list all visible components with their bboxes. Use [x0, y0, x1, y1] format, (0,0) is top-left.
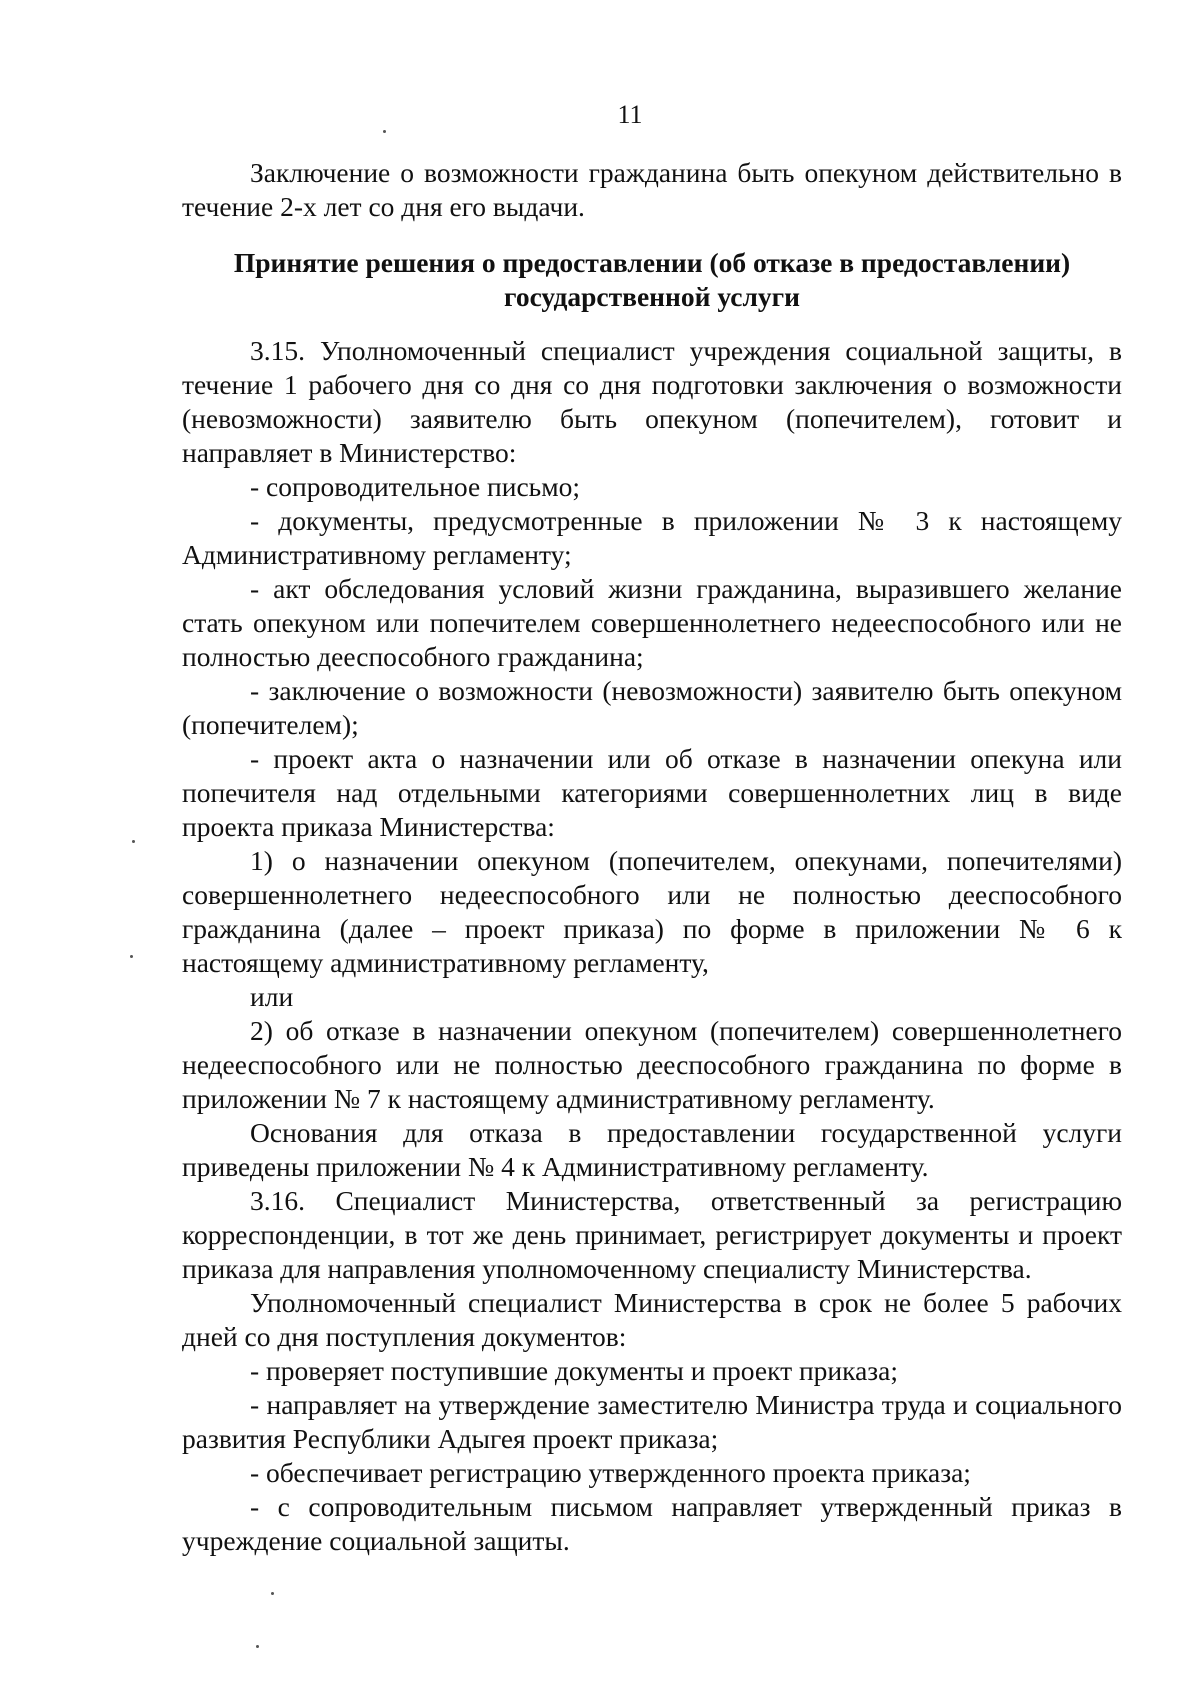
intro-paragraph: Заключение о возможности гражданина быть опекуном действительно в течение 2-х лет со дня его выдачи. — [182, 157, 1122, 222]
list-item-draft-act: - проект акта о назначении или об отказе в назначении опекуна или попечителя над отдельными категориями совершеннолетних лиц в виде проекта приказа Министерства: — [182, 743, 1122, 842]
refusal-grounds-paragraph: Основания для отказа в предоставлении государственной услуги приведены приложении № 4 к Административному регламенту. — [182, 1117, 1122, 1182]
ministry-specialist-paragraph: Уполномоченный специалист Министерства в срок не более 5 рабочих дней со дня поступления документов: — [182, 1287, 1122, 1352]
scan-speck — [383, 130, 386, 133]
section-heading — [182, 246, 1122, 314]
list-item-registration: - обеспечивает регистрацию утвержденного проекта приказа; — [250, 1457, 971, 1488]
list-item-conclusion: - заключение о возможности (невозможности) заявителю быть опекуном (попечителем); — [182, 675, 1122, 740]
section-heading-line-2: государственной услуги — [504, 281, 800, 312]
list-item-cover-letter: - сопроводительное письмо; — [250, 471, 581, 502]
list-item-inspection-act: - акт обследования условий жизни гражданина, выразившего желание стать опекуном или попечителем совершеннолетнего недееспособного или не полностью дееспособного гражданина; — [182, 573, 1122, 672]
option-2-refusal: 2) об отказе в назначении опекуном (попечителем) совершеннолетнего недееспособного или не полностью дееспособного гражданина по форме в приложении № 7 к настоящему административному регламенту. — [182, 1015, 1122, 1114]
paragraph-3-16: 3.16. Специалист Министерства, ответственный за регистрацию корреспонденции, в тот же день принимает, регистрирует документы и проект приказа для направления уполномоченному специалисту Министерства. — [182, 1185, 1122, 1284]
page-number: 11 — [617, 100, 643, 129]
scan-speck — [271, 1592, 274, 1595]
list-item-sends-for-approval: - направляет на утверждение заместителю Министра труда и социального развития Республики Адыгея проект приказа; — [182, 1389, 1122, 1454]
option-1-appointment: 1) о назначении опекуном (попечителем, опекунами, попечителями) совершеннолетнего недееспособного или не полностью дееспособного гражданина (далее – проект приказа) по форме в приложении № 6 к настоящему административному регламенту, — [182, 845, 1122, 978]
paragraph-3-15: 3.15. Уполномоченный специалист учреждения социальной защиты, в течение 1 рабочего дня со дня со дня подготовки заключения о возможности (невозможности) заявителю быть опекуном (попечителем), готовит и направляет в Министерство: — [182, 335, 1122, 468]
section-heading-line-1: Принятие решения о предоставлении (об отказе в предоставлении) — [233, 247, 1071, 278]
scan-speck — [256, 1645, 259, 1648]
list-item-checks: - проверяет поступившие документы и проект приказа; — [250, 1355, 899, 1386]
option-or: или — [250, 981, 294, 1012]
document-body — [182, 156, 1122, 1558]
scan-speck — [132, 840, 135, 843]
scan-speck — [130, 955, 133, 958]
list-item-documents: - документы, предусмотренные в приложении № 3 к настоящему Административному регламенту; — [182, 505, 1122, 570]
list-item-sends-order: - с сопроводительным письмом направляет утвержденный приказ в учреждение социальной защиты. — [182, 1491, 1122, 1556]
